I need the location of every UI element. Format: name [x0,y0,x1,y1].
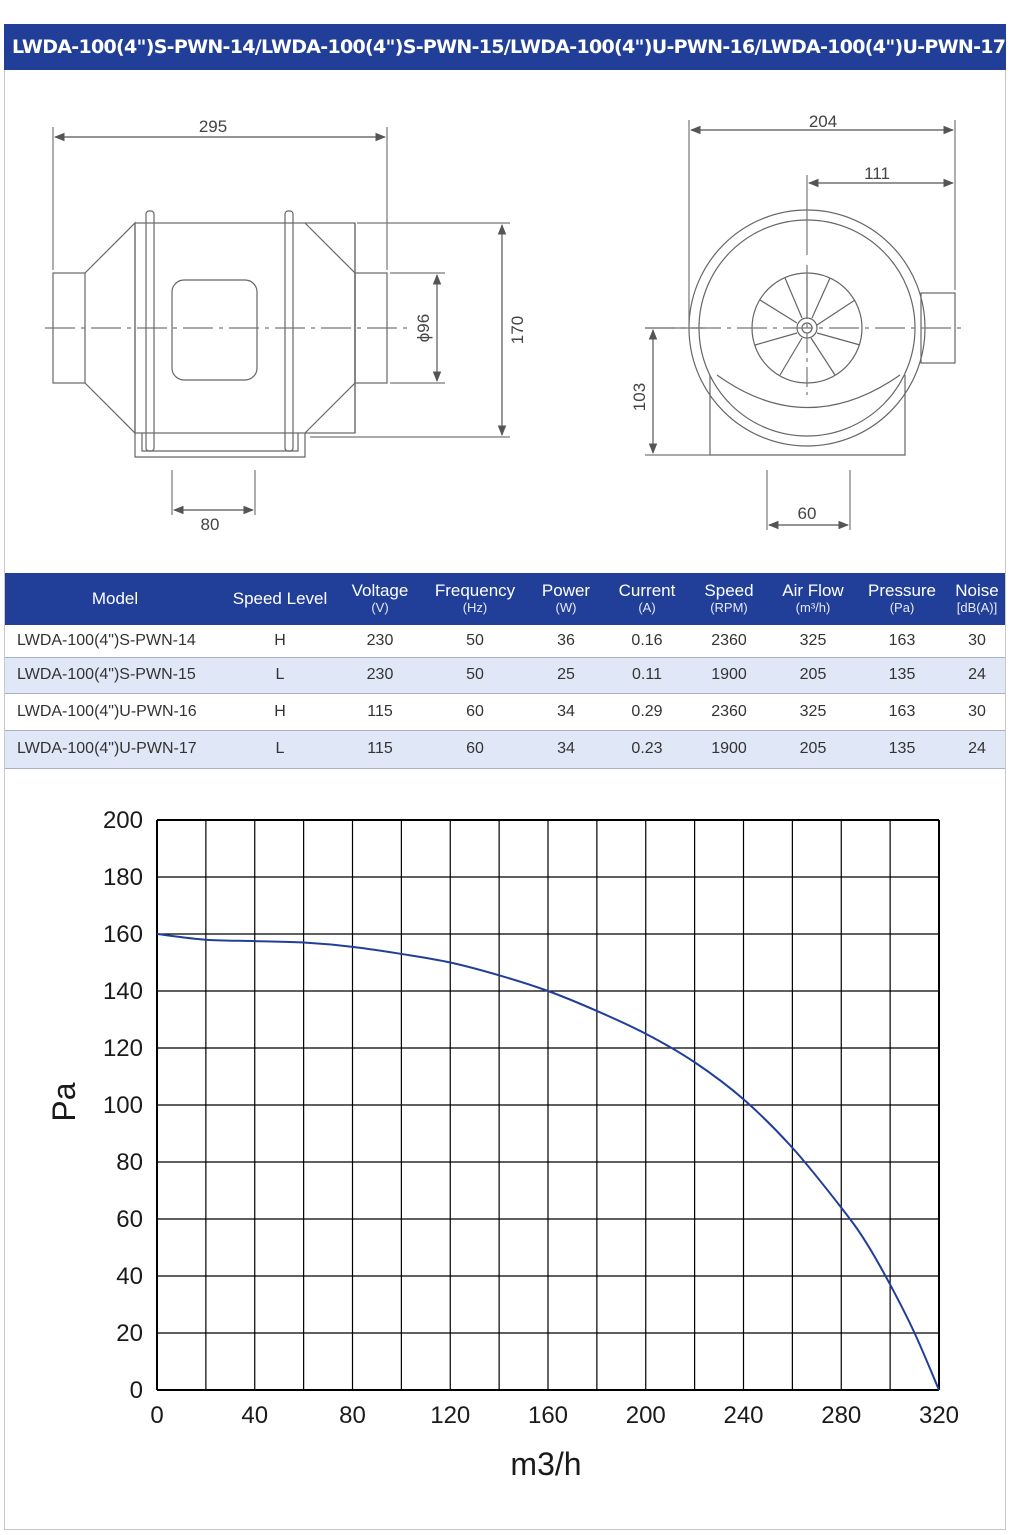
cell-noise: 30 [949,693,1005,730]
cell-frequency: 60 [425,693,525,730]
cell-speed-level: H [225,693,335,730]
col-header: Model [5,573,225,625]
cell-current: 0.16 [607,625,687,657]
cell-voltage: 115 [335,693,425,730]
cell-speed-level: L [225,730,335,768]
x-tick-label: 160 [527,1402,569,1429]
cell-pressure: 135 [855,657,949,693]
col-header: Current (A) [607,573,687,625]
cell-pressure: 163 [855,625,949,657]
cell-model: LWDA-100(4")S-PWN-15 [5,657,225,693]
cell-noise: 24 [949,657,1005,693]
col-header: Power (W) [525,573,607,625]
col-header: Noise [dB(A)] [949,573,1005,625]
x-tick-label: 240 [723,1402,764,1429]
x-tick-label: 200 [625,1402,666,1429]
y-tick-label: 0 [129,1377,143,1404]
x-tick-label: 80 [339,1402,366,1429]
y-tick-label: 40 [116,1263,143,1290]
cell-current: 0.11 [607,657,687,693]
dim-diameter-label: ϕ96 [414,313,433,343]
cell-speed: 1900 [687,730,771,768]
spec-table-header [5,573,1005,625]
chart-grid [157,820,939,1390]
cell-noise: 24 [949,730,1005,768]
front-view-drawing [645,120,965,530]
x-axis-label: m3/h [510,1446,582,1482]
x-tick-label: 40 [241,1402,269,1429]
col-header: Voltage (V) [335,573,425,625]
y-axis-ticks [103,807,143,1404]
cell-air-flow: 205 [771,730,855,768]
cell-voltage: 230 [335,657,425,693]
cell-speed-level: L [225,657,335,693]
dim-width-label: 204 [808,112,838,131]
x-tick-label: 320 [918,1402,960,1429]
cell-power: 34 [525,693,607,730]
cell-current: 0.23 [607,730,687,768]
y-tick-label: 160 [102,921,143,948]
y-tick-label: 20 [116,1320,143,1347]
cell-frequency: 50 [425,625,525,657]
y-tick-label: 140 [102,978,143,1005]
cell-frequency: 50 [425,657,525,693]
x-axis-ticks [150,1402,959,1429]
table-row [5,730,1005,768]
side-view-drawing [45,127,510,515]
col-header: Air Flow (m³/h) [771,573,855,625]
dim-axis-height-label: 103 [630,382,649,412]
cell-model: LWDA-100(4")S-PWN-14 [5,625,225,657]
col-header: Pressure (Pa) [855,573,949,625]
dim-foot-width-label: 60 [797,504,817,523]
table-row [5,657,1005,693]
cell-voltage: 230 [335,625,425,657]
cell-power: 34 [525,730,607,768]
spec-table [5,573,1005,769]
cell-model: LWDA-100(4")U-PWN-17 [5,730,225,768]
cell-current: 0.29 [607,693,687,730]
dim-height-label: 170 [508,315,527,345]
y-tick-label: 180 [102,864,143,891]
cell-speed: 2360 [687,625,771,657]
pressure-flow-chart [5,775,1005,1515]
col-header: Frequency (Hz) [425,573,525,625]
x-tick-label: 280 [821,1402,862,1429]
col-header: Speed (RPM) [687,573,771,625]
col-header: Speed Level [225,573,335,625]
dim-length-label: 295 [198,117,228,136]
cell-noise: 30 [949,625,1005,657]
cell-model: LWDA-100(4")U-PWN-16 [5,693,225,730]
y-tick-label: 120 [102,1035,143,1062]
table-row [5,693,1005,730]
dim-base-width-label: 80 [200,515,220,534]
cell-speed-level: H [225,625,335,657]
y-tick-label: 100 [102,1092,143,1119]
cell-voltage: 115 [335,730,425,768]
page-title: LWDA-100(4")S-PWN-14/LWDA-100(4")S-PWN-15/LWDA-100(4")U-PWN-16/LWDA-100(4")U-PWN-17 [4,24,1006,70]
cell-frequency: 60 [425,730,525,768]
table-row [5,625,1005,657]
dimension-drawings [5,75,1005,570]
cell-pressure: 135 [855,730,949,768]
y-tick-label: 60 [116,1206,143,1233]
cell-power: 36 [525,625,607,657]
cell-speed: 2360 [687,693,771,730]
y-axis-label: Pa [46,1082,82,1122]
cell-pressure: 163 [855,693,949,730]
x-tick-label: 120 [430,1402,471,1429]
cell-air-flow: 325 [771,625,855,657]
y-tick-label: 80 [116,1149,143,1176]
cell-air-flow: 325 [771,693,855,730]
dim-half-width-label: 111 [864,164,890,183]
x-tick-label: 0 [150,1402,164,1429]
cell-power: 25 [525,657,607,693]
y-tick-label: 200 [102,807,143,834]
cell-speed: 1900 [687,657,771,693]
cell-air-flow: 205 [771,657,855,693]
